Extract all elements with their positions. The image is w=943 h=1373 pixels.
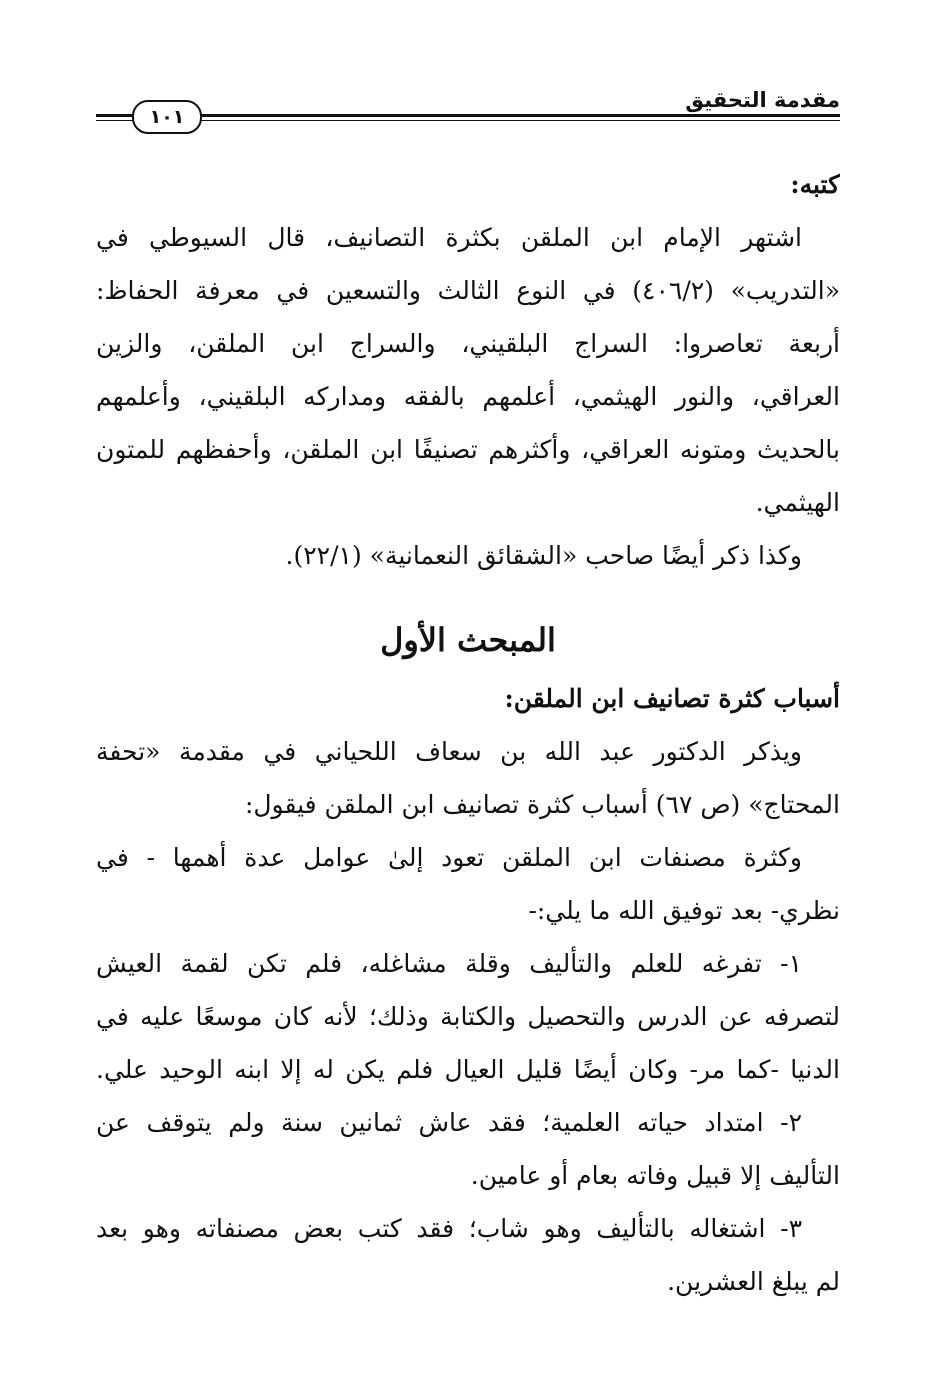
paragraph-line: المحتاج» (ص ٦٧) أسباب كثرة تصانيف ابن الملقن فيقول: <box>244 790 840 819</box>
subheading: أسباب كثرة تصانيف ابن الملقن: <box>504 684 840 713</box>
list-item-line: ١- تفرغه للعلم والتأليف وقلة مشاغله، فلم تكن لقمة العيش <box>96 949 802 978</box>
paragraph-line: نظري- بعد توفيق الله ما يلي:- <box>528 896 840 925</box>
paragraph-line: الهيثمي. <box>755 488 840 517</box>
paragraph-line: أربعة تعاصروا: السراج البلقيني، والسراج ابن الملقن، والزين <box>96 329 840 358</box>
list-item-line: لتصرفه عن الدرس والتحصيل والكتابة وذلك؛ لأنه كان موسعًا عليه في <box>96 1002 840 1031</box>
paragraph-line: وكذا ذكر أيضًا صاحب «الشقائق النعمانية» (٢٢/١). <box>285 541 802 570</box>
running-title: مقدمة التحقيق <box>677 88 840 112</box>
list-item-line: الدنيا -كما مر- وكان أيضًا قليل العيال فلم يكن له إلا ابنه الوحيد علي. <box>96 1055 840 1084</box>
header-rule-thick <box>96 114 840 117</box>
paragraph-line: العراقي، والنور الهيثمي، أعلمهم بالفقه ومداركه البلقيني، وأعلمهم <box>96 382 840 411</box>
list-item-line: ٢- امتداد حياته العلمية؛ فقد عاش ثمانين سنة ولم يتوقف عن <box>96 1108 802 1137</box>
paragraph-line: «التدريب» (٤٠٦/٢) في النوع الثالث والتسعين في معرفة الحفاظ: <box>96 276 840 305</box>
page-header <box>96 86 840 134</box>
section-label: كتبه: <box>790 170 840 199</box>
chapter-heading: المبحث الأول <box>380 621 556 659</box>
section-two-text <box>96 672 840 1308</box>
paragraph-line: بالحديث ومتونه العراقي، وأكثرهم تصنيفًا ابن الملقن، وأحفظهم للمتون <box>96 435 840 464</box>
paragraph-line: اشتهر الإمام ابن الملقن بكثرة التصانيف، قال السيوطي في <box>96 223 802 252</box>
page-number-badge: ١٠١ <box>132 100 202 134</box>
header-rule-thin <box>96 120 840 121</box>
paragraph-line: ويذكر الدكتور عبد الله بن سعاف اللحياني في مقدمة «تحفة <box>96 737 802 766</box>
paragraph-line: وكثرة مصنفات ابن الملقن تعود إلىٰ عوامل عدة أهمها - في <box>96 843 802 872</box>
list-item-line: ٣- اشتغاله بالتأليف وهو شاب؛ فقد كتب بعض مصنفاته وهو بعد <box>96 1214 802 1243</box>
list-item-line: التأليف إلا قبيل وفاته بعام أو عامين. <box>470 1161 840 1190</box>
list-item-line: لم يبلغ العشرين. <box>667 1267 840 1296</box>
section-one-text <box>96 158 840 582</box>
